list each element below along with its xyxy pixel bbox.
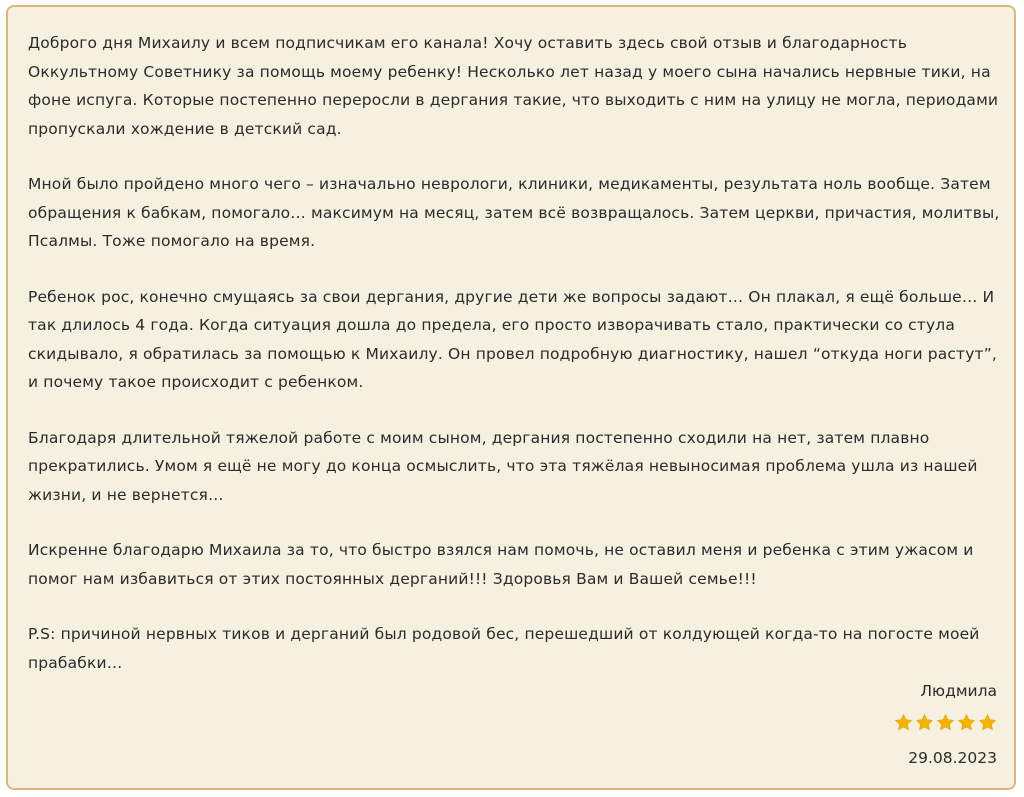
star-icon [978, 713, 997, 732]
star-icon [915, 713, 934, 732]
review-paragraph-6: P.S: причиной нервных тиков и дерганий был родовой бес, перешедший от колдующей когда-то на погосте моей прабабки… [28, 625, 980, 672]
review-paragraph-3: Ребенок рос, конечно смущаясь за свои дергания, другие дети же вопросы задают… Он плакал, я ещё больше… И так длилось 4 года. Когда ситуация дошла до предела, его просто изворачивать стало, практически со стула скидывало, я обратилась за помощью к Михаилу. Он провел подробную диагностику, нашел “откуда ноги растут”, и почему такое происходит с ребенком. [28, 287, 997, 391]
review-paragraph-2: Мной было пройдено много чего – изначально неврологи, клиники, медикаменты, результата ноль вообще. Затем обращения к бабкам, помогало… максимум на месяц, затем всё возвращалось. Затем церкви, причастия, молитвы, Псалмы. Тоже помогало на время. [28, 175, 1000, 250]
review-date: 29.08.2023 [908, 749, 997, 767]
star-icon [936, 713, 955, 732]
review-card [6, 5, 1016, 790]
star-icon [957, 713, 976, 732]
review-body [28, 29, 1003, 704]
review-paragraph-4: Благодаря длительной тяжелой работе с моим сыном, дергания постепенно сходили на нет, затем плавно прекратились. Умом я ещё не могу до конца осмыслить, что эта тяжёлая невыносимая проблема ушла из нашей жизни, и не вернется… [28, 428, 978, 504]
star-rating [894, 713, 997, 735]
review-author: Людмила [920, 682, 997, 700]
review-paragraph-1: Доброго дня Михаилу и всем подписчикам его канала! Хочу оставить здесь свой отзыв и благодарность Оккультному Советнику за помощь моему ребенку! Несколько лет назад у моего сына начались нервные тики, на фоне испуга. Которые постепенно переросли в дергания такие, что выходить с ним на улицу не могла, периодами пропускали хождение в детский сад. [28, 34, 999, 138]
review-footer [894, 679, 997, 769]
review-paragraph-5: Искренне благодарю Михаила за то, что быстро взялся нам помочь, не оставил меня и ребенка с этим ужасом и помог нам избавиться от этих постоянных дерганий!!! Здоровья Вам и Вашей семье!!! [28, 541, 974, 588]
star-icon [894, 713, 913, 732]
